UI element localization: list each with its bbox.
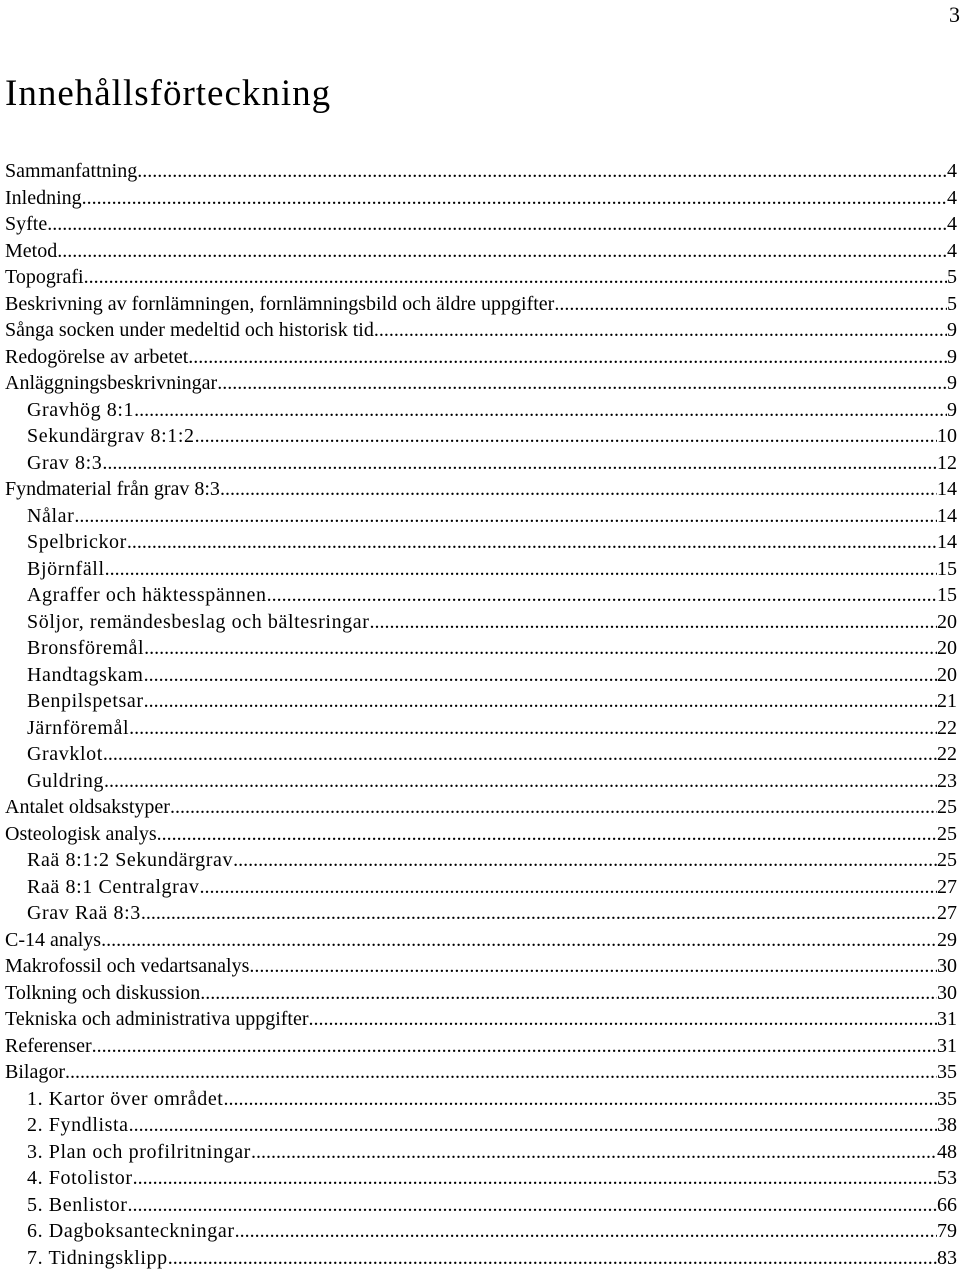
toc-entry-page: 4	[947, 211, 957, 238]
toc-entry[interactable]	[5, 1059, 957, 1086]
toc-entry[interactable]	[5, 874, 957, 901]
dot-leader	[105, 556, 937, 583]
toc-entry-page: 10	[937, 423, 957, 450]
toc-entry-label: Bronsföremål	[27, 635, 144, 662]
toc-entry[interactable]	[5, 688, 957, 715]
toc-entry-page: 48	[937, 1139, 957, 1166]
toc-entry-page: 9	[947, 317, 957, 344]
dot-leader	[74, 503, 937, 530]
toc-entry-page: 27	[937, 874, 957, 901]
toc-entry-page: 83	[937, 1245, 957, 1271]
toc-entry-page: 25	[937, 847, 957, 874]
dot-leader	[195, 423, 937, 450]
dot-leader	[199, 874, 937, 901]
toc-entry-label: Makrofossil och vedartsanalys	[5, 953, 249, 980]
toc-entry[interactable]	[5, 450, 957, 477]
dot-leader	[200, 980, 937, 1007]
toc-entry[interactable]	[5, 821, 957, 848]
toc-entry[interactable]	[5, 900, 957, 927]
toc-entry-label: Guldring	[27, 768, 104, 795]
toc-entry-label: C-14 analys	[5, 927, 101, 954]
dot-leader	[235, 1218, 937, 1245]
toc-entry[interactable]	[5, 1112, 957, 1139]
toc-entry-page: 14	[937, 476, 957, 503]
toc-entry[interactable]	[5, 662, 957, 689]
toc-entry[interactable]	[5, 185, 957, 212]
toc-entry-label: Järnföremål	[27, 715, 129, 742]
toc-entry[interactable]	[5, 1245, 957, 1271]
toc-entry-page: 30	[937, 980, 957, 1007]
toc-entry[interactable]	[5, 741, 957, 768]
dot-leader	[144, 688, 937, 715]
toc-entry[interactable]	[5, 556, 957, 583]
toc-entry-label: 2. Fyndlista	[27, 1112, 129, 1139]
toc-entry-page: 20	[937, 662, 957, 689]
toc-entry-page: 20	[937, 635, 957, 662]
dot-leader	[168, 1245, 937, 1271]
toc-entry-page: 15	[937, 582, 957, 609]
dot-leader	[251, 1139, 937, 1166]
toc-entry-page: 66	[937, 1192, 957, 1219]
toc-entry-page: 29	[937, 927, 957, 954]
dot-leader	[144, 662, 937, 689]
dot-leader	[267, 582, 937, 609]
dot-leader	[374, 317, 947, 344]
toc-entry-label: 6. Dagboksanteckningar	[27, 1218, 235, 1245]
toc-entry-label: 7. Tidningsklipp	[27, 1245, 168, 1271]
toc-entry[interactable]	[5, 317, 957, 344]
dot-leader	[554, 291, 947, 318]
toc-entry[interactable]	[5, 980, 957, 1007]
dot-leader	[84, 264, 947, 291]
page-number: 3	[949, 2, 960, 28]
toc-entry[interactable]	[5, 423, 957, 450]
toc-entry-page: 14	[937, 503, 957, 530]
dot-leader	[249, 953, 937, 980]
toc-entry[interactable]	[5, 1086, 957, 1113]
toc-entry[interactable]	[5, 503, 957, 530]
toc-entry[interactable]	[5, 1033, 957, 1060]
dot-leader	[129, 715, 937, 742]
toc-entry-label: Gravhög 8:1	[27, 397, 134, 424]
toc-entry-page: 35	[937, 1086, 957, 1113]
toc-entry[interactable]	[5, 635, 957, 662]
toc-entry-page: 20	[937, 609, 957, 636]
toc-entry-page: 23	[937, 768, 957, 795]
toc-entry[interactable]	[5, 953, 957, 980]
toc-entry-page: 30	[937, 953, 957, 980]
dot-leader	[134, 397, 947, 424]
toc-entry[interactable]	[5, 1192, 957, 1219]
toc-entry-label: Inledning	[5, 185, 82, 212]
toc-entry-label: Björnfäll	[27, 556, 105, 583]
toc-entry-page: 22	[937, 715, 957, 742]
toc-entry-page: 27	[937, 900, 957, 927]
toc-entry-page: 4	[947, 185, 957, 212]
toc-entry-page: 79	[937, 1218, 957, 1245]
toc-entry-label: Sånga socken under medeltid och historisk tid	[5, 317, 374, 344]
toc-entry-page: 53	[937, 1165, 957, 1192]
dot-leader	[101, 927, 937, 954]
toc-entry[interactable]	[5, 211, 957, 238]
toc-entry-page: 5	[947, 264, 957, 291]
toc-entry-page: 15	[937, 556, 957, 583]
toc-entry-label: Anläggningsbeskrivningar	[5, 370, 217, 397]
toc-entry-page: 9	[947, 397, 957, 424]
toc-entry-page: 25	[937, 821, 957, 848]
dot-leader	[57, 238, 947, 265]
toc-entry-label: Antalet oldsakstyper	[5, 794, 170, 821]
dot-leader	[141, 900, 937, 927]
dot-leader	[129, 1112, 937, 1139]
toc-entry-label: Handtagskam	[27, 662, 144, 689]
toc-entry-label: Nålar	[27, 503, 74, 530]
toc-entry[interactable]	[5, 582, 957, 609]
toc-entry[interactable]	[5, 847, 957, 874]
toc-entry[interactable]	[5, 529, 957, 556]
toc-entry[interactable]	[5, 1218, 957, 1245]
dot-leader	[223, 1086, 937, 1113]
dot-leader	[47, 211, 947, 238]
dot-leader	[102, 450, 937, 477]
toc-entry-label: Raä 8:1 Centralgrav	[27, 874, 199, 901]
dot-leader	[233, 847, 937, 874]
toc-entry[interactable]	[5, 291, 957, 318]
dot-leader	[65, 1059, 937, 1086]
dot-leader	[188, 344, 947, 371]
toc-entry[interactable]	[5, 609, 957, 636]
toc-entry-page: 12	[937, 450, 957, 477]
toc-entry-page: 9	[947, 370, 957, 397]
toc-entry[interactable]	[5, 1139, 957, 1166]
toc-entry-page: 31	[937, 1006, 957, 1033]
dot-leader	[128, 1192, 937, 1219]
toc-entry[interactable]	[5, 264, 957, 291]
toc-entry[interactable]	[5, 794, 957, 821]
dot-leader	[370, 609, 937, 636]
toc-entry-label: Raä 8:1:2 Sekundärgrav	[27, 847, 233, 874]
toc-entry[interactable]	[5, 715, 957, 742]
toc-entry-label: Grav Raä 8:3	[27, 900, 141, 927]
toc-entry-label: Tolkning och diskussion	[5, 980, 200, 1007]
toc-entry-page: 14	[937, 529, 957, 556]
dot-leader	[127, 529, 937, 556]
toc-entry-label: 3. Plan och profilritningar	[27, 1139, 251, 1166]
dot-leader	[82, 185, 947, 212]
toc-entry[interactable]	[5, 344, 957, 371]
toc-entry-page: 22	[937, 741, 957, 768]
dot-leader	[144, 635, 937, 662]
dot-leader	[133, 1165, 937, 1192]
toc-entry-label: 4. Fotolistor	[27, 1165, 133, 1192]
toc-entry-label: Sammanfattning	[5, 158, 137, 185]
toc-entry-page: 25	[937, 794, 957, 821]
toc-entry-page: 5	[947, 291, 957, 318]
toc-entry[interactable]	[5, 927, 957, 954]
toc-entry-page: 35	[937, 1059, 957, 1086]
toc-entry-label: Redogörelse av arbetet	[5, 344, 188, 371]
dot-leader	[103, 741, 937, 768]
dot-leader	[137, 158, 947, 185]
toc-entry-label: 5. Benlistor	[27, 1192, 128, 1219]
dot-leader	[217, 370, 947, 397]
toc-entry[interactable]	[5, 476, 957, 503]
toc-entry-label: Referenser	[5, 1033, 92, 1060]
table-of-contents	[5, 158, 957, 1271]
toc-entry-label: Agraffer och häktesspännen	[27, 582, 267, 609]
toc-entry[interactable]	[5, 1165, 957, 1192]
toc-entry-page: 21	[937, 688, 957, 715]
dot-leader	[104, 768, 937, 795]
toc-entry-page: 4	[947, 238, 957, 265]
dot-leader	[309, 1006, 937, 1033]
toc-entry-label: Metod	[5, 238, 57, 265]
toc-entry[interactable]	[5, 370, 957, 397]
toc-entry-label: Beskrivning av fornlämningen, fornlämningsbild och äldre uppgifter	[5, 291, 554, 318]
toc-entry-page: 38	[937, 1112, 957, 1139]
toc-entry-label: Benpilspetsar	[27, 688, 144, 715]
toc-entry-label: Bilagor	[5, 1059, 65, 1086]
toc-entry-label: Osteologisk analys	[5, 821, 157, 848]
toc-entry[interactable]	[5, 1006, 957, 1033]
toc-entry-page: 9	[947, 344, 957, 371]
toc-entry-label: Fyndmaterial från grav 8:3	[5, 476, 220, 503]
toc-entry-label: Sekundärgrav 8:1:2	[27, 423, 195, 450]
toc-entry[interactable]	[5, 238, 957, 265]
toc-entry-label: Syfte	[5, 211, 47, 238]
toc-entry-label: Grav 8:3	[27, 450, 102, 477]
toc-entry[interactable]	[5, 158, 957, 185]
toc-entry[interactable]	[5, 397, 957, 424]
toc-entry-page: 4	[947, 158, 957, 185]
page-title: Innehållsförteckning	[5, 72, 331, 115]
toc-entry-label: Gravklot	[27, 741, 103, 768]
toc-entry-label: Topografi	[5, 264, 84, 291]
dot-leader	[92, 1033, 937, 1060]
dot-leader	[170, 794, 937, 821]
toc-entry-label: Spelbrickor	[27, 529, 127, 556]
toc-entry[interactable]	[5, 768, 957, 795]
toc-entry-page: 31	[937, 1033, 957, 1060]
toc-entry-label: 1. Kartor över området	[27, 1086, 223, 1113]
toc-entry-label: Tekniska och administrativa uppgifter	[5, 1006, 309, 1033]
dot-leader	[220, 476, 937, 503]
dot-leader	[157, 821, 937, 848]
toc-entry-label: Söljor, remändesbeslag och bältesringar	[27, 609, 370, 636]
